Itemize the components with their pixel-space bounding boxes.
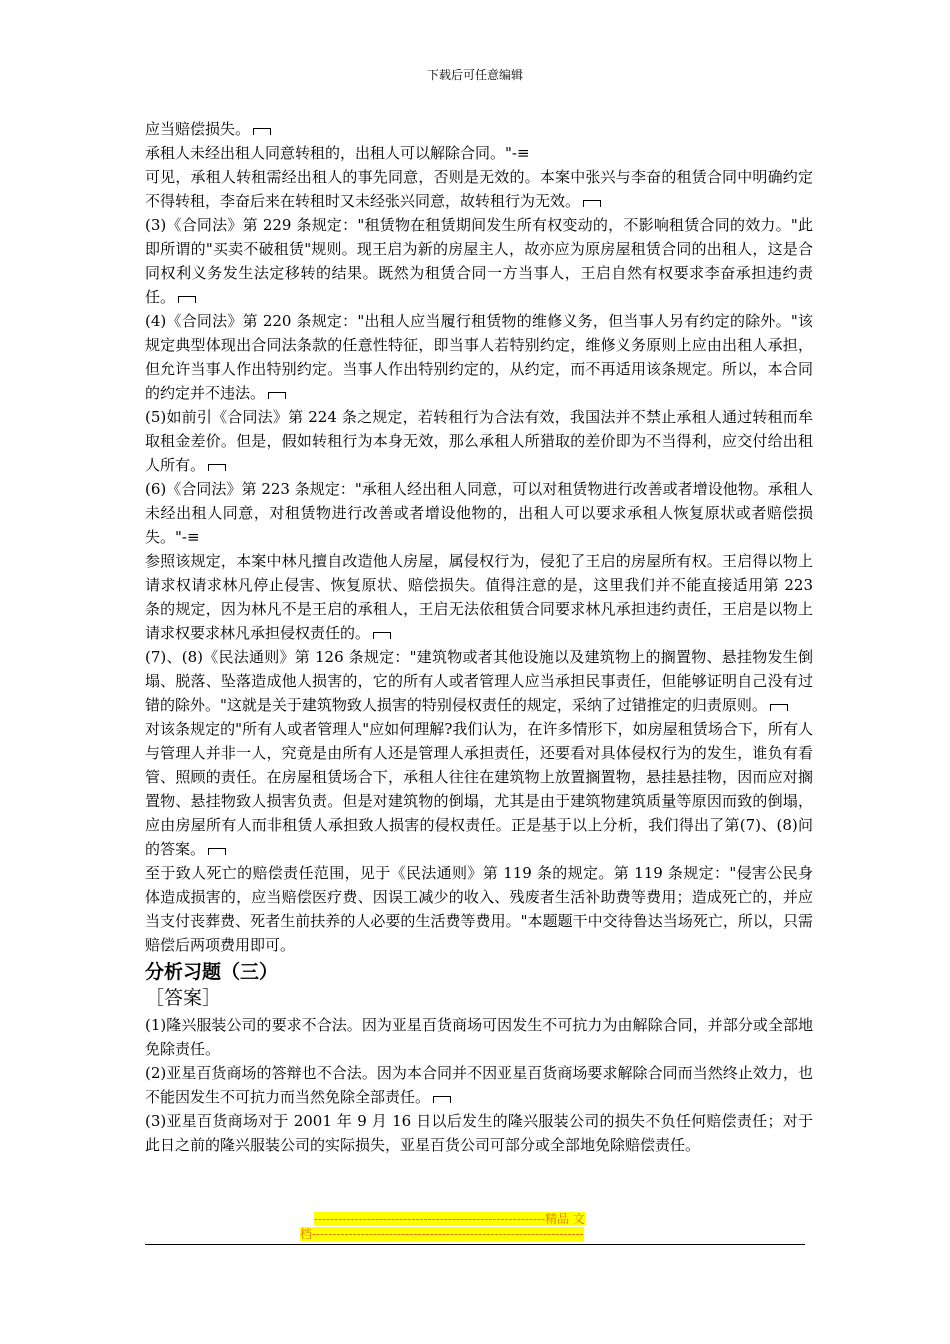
paragraph-mark-icon: [770, 704, 788, 711]
paragraph: [145, 117, 813, 141]
footer-divider: [145, 1244, 805, 1245]
answer-item: [145, 1061, 813, 1109]
paragraph: [145, 165, 813, 213]
paragraph-mark-icon: [583, 200, 601, 207]
paragraph-text: 承租人未经出租人同意转租的，出租人可以解除合同。"-≡: [145, 144, 530, 162]
paragraph-text: (6)《合同法》第 223 条规定："承租人经出租人同意，可以对租赁物进行改善或者增设他物。承租人未经出租人同意，对租赁物进行改善或者增设他物的，出租人可以要求承租人恢复原状或者赔偿损失。"-≡: [145, 480, 813, 546]
answer-text: (2)亚星百货商场的答辩也不合法。因为本合同并不因亚星百货商场要求解除合同而当然终止效力，也不能因发生不可抗力而当然免除全部责任。: [145, 1064, 813, 1106]
paragraph-text: (4)《合同法》第 220 条规定："出租人应当履行租赁物的维修义务，但当事人另有约定的除外。"该规定典型体现出合同法条款的任意性特征，即当事人若特别约定，维修义务原则上应由出租人承担，但允许当事人作出特别约定。当事人作出特别约定的，从约定，而不再适用该条规定。所以，本合同的约定并不违法。: [145, 312, 813, 402]
answer-label: ［答案］: [145, 987, 222, 1009]
paragraph: [145, 645, 813, 717]
answer-text: (1)隆兴服装公司的要求不合法。因为亚星百货商场可因发生不可抗力为由解除合同，并部分或全部地免除责任。: [145, 1016, 813, 1058]
paragraph: [145, 213, 813, 309]
paragraph-text: 应当赔偿损失。: [145, 120, 251, 138]
footer-line: 档-------------------------------------------------------------------: [300, 1227, 584, 1241]
paragraph: [145, 141, 813, 165]
paragraph-mark-icon: [373, 632, 391, 639]
paragraph: [145, 861, 813, 957]
page-header: 下载后可任意编辑: [426, 68, 523, 82]
paragraph-mark-icon: [253, 128, 271, 135]
paragraph-text: (5)如前引《合同法》第 224 条之规定，若转租行为合法有效，我国法并不禁止承租人通过转租而牟取租金差价。但是，假如转租行为本身无效，那么承租人所猎取的差价即为不当得利，应交付给出租人所有。: [145, 408, 813, 474]
document-body: [145, 117, 813, 1157]
page-footer: [300, 1212, 652, 1242]
paragraph-text: 可见，承租人转租需经出租人的事先同意，否则是无效的。本案中张兴与李奋的租赁合同中明确约定不得转租，李奋后来在转租时又未经张兴同意，故转租行为无效。: [145, 168, 813, 210]
paragraph-text: 至于致人死亡的赔偿责任范围，见于《民法通则》第 119 条的规定。第 119 条规定："侵害公民身体造成损害的，应当赔偿医疗费、因误工减少的收入、残废者生活补助费等费用；造成死亡的，并应当支付丧葬费、死者生前扶养的人必要的生活费等费用。"本题题干中交待鲁达当场死亡，所以，只需赔偿后两项费用即可。: [145, 864, 813, 954]
paragraph-mark-icon: [433, 1096, 451, 1103]
paragraph: [145, 405, 813, 477]
answer-text: (3)亚星百货商场对于 2001 年 9 月 16 日以后发生的隆兴服装公司的损失不负任何赔偿责任；对于此日之前的隆兴服装公司的实际损失，亚星百货公司可部分或全部地免除赔偿责任。: [145, 1112, 813, 1154]
paragraph-text: 对该条规定的"所有人或者管理人"应如何理解?我们认为，在许多情形下，如房屋租赁场合下，所有人与管理人并非一人，究竟是由所有人还是管理人承担责任，还要看对具体侵权行为的发生，谁负有看管、照顾的责任。在房屋租赁场合下，承租人往往在建筑物上放置搁置物，悬挂悬挂物，因而应对搁置物、悬挂物致人损害负责。但是对建筑物的倒塌，尤其是由于建筑物建筑质量等原因而致的倒塌，应由房屋所有人而非租赁人承担致人损害的侵权责任。正是基于以上分析，我们得出了第(7)、(8)问的答案。: [145, 720, 813, 858]
paragraph-text: (7)、(8)《民法通则》第 126 条规定："建筑物或者其他设施以及建筑物上的搁置物、悬挂物发生倒塌、脱落、坠落造成他人损害的，它的所有人或者管理人应当承担民事责任，但能够证明自己没有过错的除外。"这就是关于建筑物致人损害的特别侵权责任的规定，采纳了过错推定的归责原则。: [145, 648, 813, 714]
paragraph: [145, 549, 813, 645]
paragraph: [145, 717, 813, 861]
paragraph-mark-icon: [178, 296, 196, 303]
answer-item: [145, 1013, 813, 1061]
footer-line: ---------------------------------------------------------精品 文: [314, 1212, 585, 1226]
paragraph: [145, 477, 813, 549]
paragraph-text: 参照该规定，本案中林凡擅自改造他人房屋，属侵权行为，侵犯了王启的房屋所有权。王启得以物上请求权请求林凡停止侵害、恢复原状、赔偿损失。值得注意的是，这里我们并不能直接适用第 223 条的规定，因为林凡不是王启的承租人，王启无法依租赁合同要求林凡承担违约责任，王启是以物上请求权要求林凡承担侵权责任的。: [145, 552, 813, 642]
paragraph-text: (3)《合同法》第 229 条规定："租赁物在租赁期间发生所有权变动的，不影响租赁合同的效力。"此即所谓的"买卖不破租赁"规则。现王启为新的房屋主人，故亦应为原房屋租赁合同的出租人，这是合同权利义务发生法定移转的结果。既然为租赁合同一方当事人，王启自然有权要求李奋承担违约责任。: [145, 216, 813, 306]
paragraph-mark-icon: [208, 848, 226, 855]
section-title: 分析习题（三）: [145, 961, 279, 983]
paragraph-mark-icon: [268, 392, 286, 399]
paragraph: [145, 309, 813, 405]
paragraph-mark-icon: [208, 464, 226, 471]
answer-item: [145, 1109, 813, 1157]
